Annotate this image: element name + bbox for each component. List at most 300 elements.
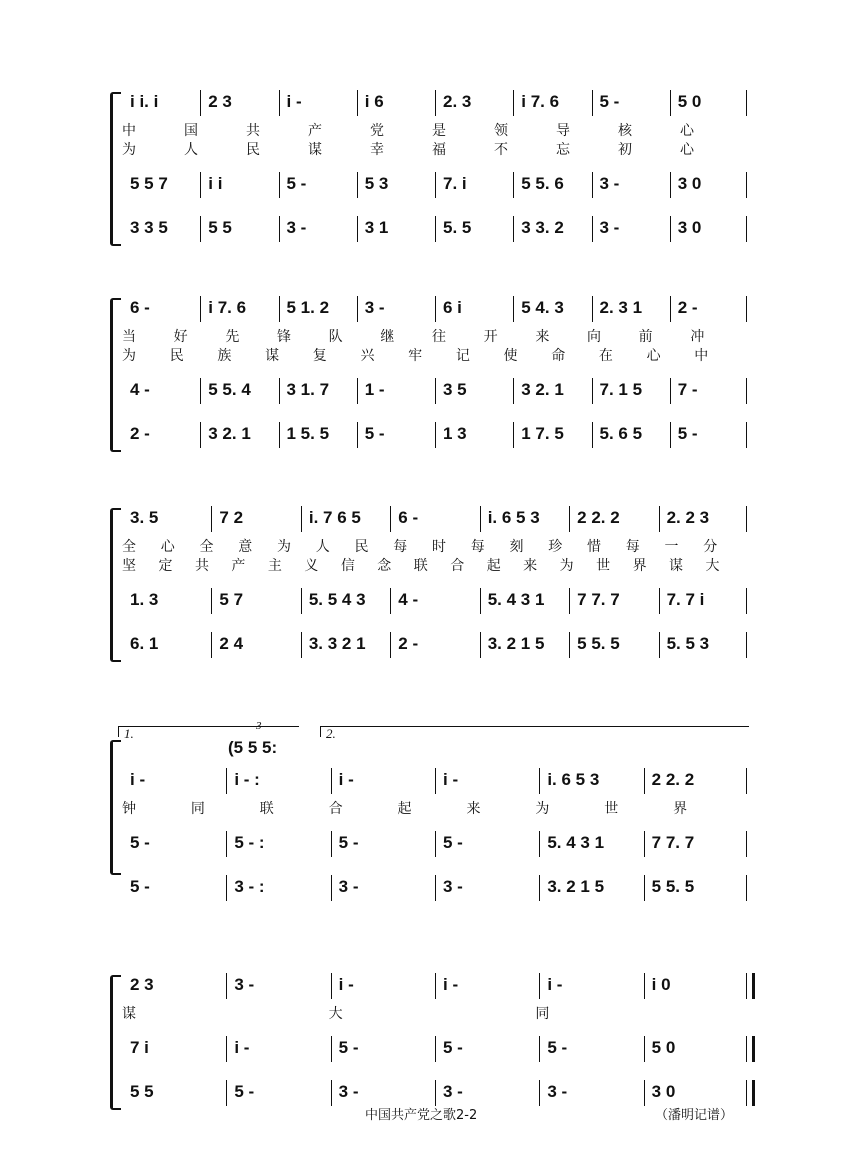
measure: 5. 4 3 1 (547, 833, 605, 852)
lyric-char: 坚 (122, 558, 136, 574)
barline (331, 875, 332, 901)
lyric-char: 产 (308, 123, 322, 139)
volta-bracket-2 (320, 726, 749, 737)
barline (513, 90, 514, 116)
barline (644, 875, 645, 901)
barline (279, 296, 280, 322)
barline (279, 216, 280, 242)
lyric-char: 联 (413, 558, 428, 574)
measure: 5 5. 5 (651, 877, 695, 896)
lyric-char: 中 (694, 348, 709, 364)
barline (644, 1080, 645, 1106)
measure: 3 0 (651, 1082, 676, 1101)
lyric-char: 界 (673, 801, 688, 817)
lyric-char: 锋 (277, 329, 291, 345)
voice-part-2 (124, 833, 750, 859)
lyric-char: 来 (535, 329, 550, 345)
measure: 2 - (130, 424, 150, 443)
lyric-char: 在 (598, 348, 613, 364)
barline (592, 172, 593, 198)
barline (670, 172, 671, 198)
end-barline (746, 831, 747, 857)
barline (226, 1080, 227, 1106)
barline (301, 632, 302, 658)
barline (480, 632, 481, 658)
lyric-char: 界 (632, 558, 647, 574)
barline (211, 506, 212, 532)
barline (435, 768, 436, 794)
measure: 7. i (443, 174, 467, 193)
lyric-char: 全 (199, 539, 214, 555)
measure: 2 - (398, 634, 419, 653)
measure: i - (234, 1038, 250, 1057)
measure: 5 5. 5 (577, 634, 620, 653)
barline (301, 506, 302, 532)
lyric-char: 同 (190, 801, 205, 817)
barline (226, 831, 227, 857)
barline (435, 875, 436, 901)
lyric-char: 分 (703, 539, 718, 555)
barline (592, 90, 593, 116)
barline (200, 378, 201, 404)
lyric-char: 念 (377, 558, 392, 574)
lyric-char: 先 (225, 329, 240, 345)
lyric-char: 主 (267, 558, 282, 574)
barline (539, 1036, 540, 1062)
end-barline (746, 1036, 755, 1062)
volta-bracket-1 (118, 726, 299, 737)
barline (357, 378, 358, 404)
measure: i 0 (651, 975, 671, 994)
barline (279, 378, 280, 404)
measure: 5 - (338, 1038, 359, 1057)
measure: i 6 (364, 92, 384, 111)
barline (435, 973, 436, 999)
lyric-char: 幸 (370, 142, 384, 158)
lyric-char: 心 (646, 348, 661, 364)
barline (357, 296, 358, 322)
lyric-char: 联 (259, 801, 274, 817)
measure: 6. 1 (130, 634, 159, 653)
barline (435, 90, 436, 116)
lyric-char: 福 (432, 142, 446, 158)
barline (539, 973, 540, 999)
lyric-char: 民 (169, 348, 184, 364)
score-system (110, 508, 750, 662)
voice-part-3 (124, 634, 750, 660)
lyric-char: 领 (494, 123, 508, 139)
measure: 3 - (338, 877, 359, 896)
barline (480, 588, 481, 614)
measure: 5 3 (364, 174, 389, 193)
lyric-line-1 (122, 536, 750, 554)
lyric-char: 一 (664, 539, 679, 555)
lyric-char: 谋 (308, 142, 322, 158)
lyric-char: 惜 (587, 539, 601, 555)
lyric-char: 共 (194, 558, 209, 574)
voice-part-2 (124, 174, 750, 200)
barline (211, 588, 212, 614)
score-system (110, 298, 750, 452)
measure: i. 7 6 5 (308, 508, 361, 527)
measure: 5 0 (677, 92, 702, 111)
measure: 7 i (130, 1038, 149, 1057)
lyric-char: 世 (604, 801, 619, 817)
lyric-line-1 (122, 798, 750, 816)
lyric-char: 当 (122, 329, 136, 345)
measure: i 7. 6 (521, 92, 560, 111)
measure: 7 7. 7 (577, 590, 620, 609)
barline (659, 506, 660, 532)
system-bracket (110, 975, 121, 1110)
measure: 3 - (338, 1082, 359, 1101)
barline (331, 831, 332, 857)
measure: i - (443, 975, 459, 994)
barline (670, 216, 671, 242)
barline (200, 422, 201, 448)
measure: 3 - (443, 877, 463, 896)
lyric-char: 大 (328, 1006, 343, 1022)
measure: 3 - (364, 298, 385, 317)
lyric-line-1 (122, 326, 750, 344)
lyric-char: 牢 (408, 348, 423, 364)
lyric-char: 使 (503, 348, 518, 364)
measure: 6 - (398, 508, 419, 527)
lyric-char: 人 (184, 142, 198, 158)
voice-part-2 (124, 1038, 750, 1064)
end-barline (746, 506, 747, 532)
barline (226, 973, 227, 999)
barline (659, 588, 660, 614)
barline (644, 973, 645, 999)
measure: 3. 2 1 5 (487, 634, 545, 653)
end-barline (746, 1080, 755, 1106)
measure: i - (286, 92, 302, 111)
lyric-char: 族 (217, 348, 232, 364)
score-system (110, 975, 750, 1110)
lyric-line-1 (122, 120, 750, 138)
voice-part-3 (124, 877, 750, 903)
barline (513, 422, 514, 448)
measure: i - : (234, 770, 260, 789)
lyric-char: 共 (246, 123, 260, 139)
measure: i 7. 6 (208, 298, 247, 317)
lyric-char: 心 (160, 539, 175, 555)
measure: 5 - (547, 1038, 568, 1057)
barline (539, 831, 540, 857)
barline (592, 216, 593, 242)
measure: 2 2. 2 (651, 770, 695, 789)
measure: 3 3. 2 (521, 218, 564, 237)
barline (539, 768, 540, 794)
barline (357, 172, 358, 198)
barline (331, 768, 332, 794)
measure: 3 - (286, 218, 307, 237)
measure: 3 2. 1 (521, 380, 564, 399)
barline (670, 378, 671, 404)
lyric-line-1 (122, 1003, 750, 1021)
lyric-char: 谋 (265, 348, 280, 364)
barline (390, 506, 391, 532)
barline (435, 1036, 436, 1062)
lyric-char: 心 (680, 142, 694, 158)
measure: 3 - (443, 1082, 463, 1101)
barline (331, 1036, 332, 1062)
measure: 7 2 (219, 508, 244, 527)
end-barline (746, 588, 747, 614)
lyric-char: 继 (380, 329, 395, 345)
lyric-char: 起 (486, 558, 501, 574)
measure: 2 - (677, 298, 698, 317)
measure: 3 3 5 (130, 218, 168, 237)
measure: 3 5 (443, 380, 467, 399)
end-barline (746, 378, 747, 404)
measure: i - (130, 770, 146, 789)
end-barline (746, 632, 747, 658)
barline (390, 632, 391, 658)
lyric-char: 初 (618, 142, 632, 158)
lyric-char: 开 (483, 329, 498, 345)
measure: 5 - (677, 424, 698, 443)
barline (279, 90, 280, 116)
lyric-char: 往 (432, 329, 446, 345)
lyric-char: 全 (122, 539, 136, 555)
measure: 5 - (338, 833, 359, 852)
measure: 5 7 (219, 590, 244, 609)
triplet-mark: 3 (256, 720, 262, 732)
barline (279, 422, 280, 448)
voice-part-1 (124, 770, 750, 796)
measure: 1 5. 5 (286, 424, 330, 443)
system-bracket (110, 740, 121, 875)
measure: 2. 3 1 (599, 298, 643, 317)
lyric-char: 来 (466, 801, 481, 817)
measure: 5 5 7 (130, 174, 168, 193)
measure: 5 - (599, 92, 620, 111)
lyric-char: 珍 (548, 539, 563, 555)
measure: 3 - (234, 975, 255, 994)
measure: 5 - (364, 424, 385, 443)
system-bracket (110, 298, 121, 452)
lyric-line-2 (122, 139, 750, 157)
measure: i - (338, 975, 354, 994)
measure: i - (443, 770, 459, 789)
voice-part-1 (124, 298, 750, 324)
barline (513, 216, 514, 242)
lyric-char: 复 (312, 348, 327, 364)
lyric-char: 国 (184, 123, 198, 139)
end-barline (746, 296, 747, 322)
voice-part-3 (124, 218, 750, 244)
measure: 2 4 (219, 634, 244, 653)
system-bracket (110, 508, 121, 662)
lyric-char: 民 (246, 142, 260, 158)
barline (592, 422, 593, 448)
volta-label-1: 1. (124, 726, 134, 741)
measure: 5 5. 4 (208, 380, 251, 399)
barline (513, 378, 514, 404)
measure: 5 4. 3 (521, 298, 564, 317)
barline (301, 588, 302, 614)
barline (435, 216, 436, 242)
barline (513, 172, 514, 198)
lyric-char: 合 (328, 801, 343, 817)
lyric-char: 大 (705, 558, 720, 574)
barline (659, 632, 660, 658)
measure: i - (547, 975, 563, 994)
barline (390, 588, 391, 614)
barline (211, 632, 212, 658)
measure: 4 - (130, 380, 150, 399)
measure: 7 - (677, 380, 698, 399)
measure: 3 1 (364, 218, 389, 237)
page-footer-title: 中国共产党之歌2-2 (365, 1108, 478, 1123)
barline (357, 422, 358, 448)
barline (357, 216, 358, 242)
lyric-char: 为 (535, 801, 550, 817)
lyric-char: 心 (680, 123, 694, 139)
lyric-char: 向 (587, 329, 601, 345)
lyric-char: 为 (277, 539, 291, 555)
barline (435, 378, 436, 404)
barline (670, 296, 671, 322)
barline (592, 378, 593, 404)
barline (226, 1036, 227, 1062)
measure: 5 - (286, 174, 307, 193)
barline (480, 506, 481, 532)
score-system (110, 720, 750, 896)
lyric-char: 忘 (556, 142, 570, 158)
measure: 3 - : (234, 877, 265, 896)
measure: i - (338, 770, 354, 789)
lyric-char: 合 (450, 558, 465, 574)
barline (435, 172, 436, 198)
lyric-char: 来 (523, 558, 538, 574)
barline (569, 506, 570, 532)
barline (569, 632, 570, 658)
measure: 5. 6 5 (599, 424, 643, 443)
end-barline (746, 90, 747, 116)
lyric-char: 每 (625, 539, 640, 555)
lyric-char: 人 (315, 539, 330, 555)
end-barline (746, 768, 747, 794)
voice-part-1 (124, 975, 750, 1001)
barline (226, 768, 227, 794)
barline (644, 768, 645, 794)
voice-part-3 (124, 424, 750, 450)
measure: 2 3 (130, 975, 154, 994)
measure: 3 - (547, 1082, 568, 1101)
barline (200, 90, 201, 116)
measure: 6 i (443, 298, 462, 317)
lyric-char: 义 (304, 558, 319, 574)
measure: 5. 5 (443, 218, 472, 237)
measure: 5. 5 3 (666, 634, 710, 653)
lyric-char: 同 (535, 1006, 550, 1022)
measure: 3. 3 2 1 (308, 634, 366, 653)
barline (331, 1080, 332, 1106)
lyric-char: 产 (231, 558, 246, 574)
measure: 5 - (443, 1038, 463, 1057)
measure: 2. 3 (443, 92, 472, 111)
measure: 1 7. 5 (521, 424, 564, 443)
measure: 7. 1 5 (599, 380, 643, 399)
barline (539, 1080, 540, 1106)
lyric-char: 谋 (122, 1006, 136, 1022)
measure: 3. 2 1 5 (547, 877, 605, 896)
voice-part-2 (124, 380, 750, 406)
lyric-char: 谋 (669, 558, 684, 574)
measure: 4 - (398, 590, 419, 609)
barline (435, 831, 436, 857)
lyric-char: 民 (354, 539, 369, 555)
lyric-char: 刻 (509, 539, 524, 555)
lyric-char: 好 (173, 329, 188, 345)
end-barline (746, 172, 747, 198)
lyric-char: 前 (638, 329, 653, 345)
voice-part-1 (124, 508, 750, 534)
lyric-char: 每 (393, 539, 408, 555)
barline (670, 90, 671, 116)
barline (200, 296, 201, 322)
measure: 5 5 (208, 218, 232, 237)
lyric-line-2 (122, 345, 750, 363)
voice-part-2 (124, 590, 750, 616)
lyric-char: 信 (340, 558, 355, 574)
lyric-char: 定 (158, 558, 173, 574)
measure: 1 - (364, 380, 385, 399)
measure: 5 - (443, 833, 463, 852)
lyric-char: 为 (122, 348, 136, 364)
measure: 3. 5 (130, 508, 159, 527)
end-barline (746, 973, 755, 999)
measure: 7. 7 i (666, 590, 705, 609)
lyric-char: 中 (122, 123, 136, 139)
barline (435, 296, 436, 322)
measure: 3 1. 7 (286, 380, 330, 399)
barline (435, 1080, 436, 1106)
end-barline (746, 216, 747, 242)
lyric-char: 不 (494, 142, 508, 158)
pickup-notes: (5 5 5: (228, 738, 278, 757)
measure: 5 5 (130, 1082, 154, 1101)
lyric-line-2 (122, 555, 750, 573)
measure: 5. 4 3 1 (487, 590, 545, 609)
measure: 5 - (130, 877, 150, 896)
barline (592, 296, 593, 322)
measure: i i (208, 174, 223, 193)
lyric-char: 是 (432, 123, 446, 139)
system-bracket (110, 92, 121, 246)
lyric-char: 意 (238, 539, 253, 555)
barline (435, 422, 436, 448)
lyric-char: 核 (618, 123, 632, 139)
measure: 2. 2 3 (666, 508, 710, 527)
voice-part-1 (124, 92, 750, 118)
measure: i. 6 5 3 (547, 770, 600, 789)
barline (331, 973, 332, 999)
measure: 5 1. 2 (286, 298, 330, 317)
measure: 5 - : (234, 833, 265, 852)
barline (513, 296, 514, 322)
lyric-char: 为 (559, 558, 574, 574)
barline (200, 172, 201, 198)
barline (200, 216, 201, 242)
lyric-char: 钟 (122, 801, 136, 817)
measure: 3 0 (677, 174, 702, 193)
lyric-char: 队 (328, 329, 343, 345)
measure: 3 0 (677, 218, 702, 237)
